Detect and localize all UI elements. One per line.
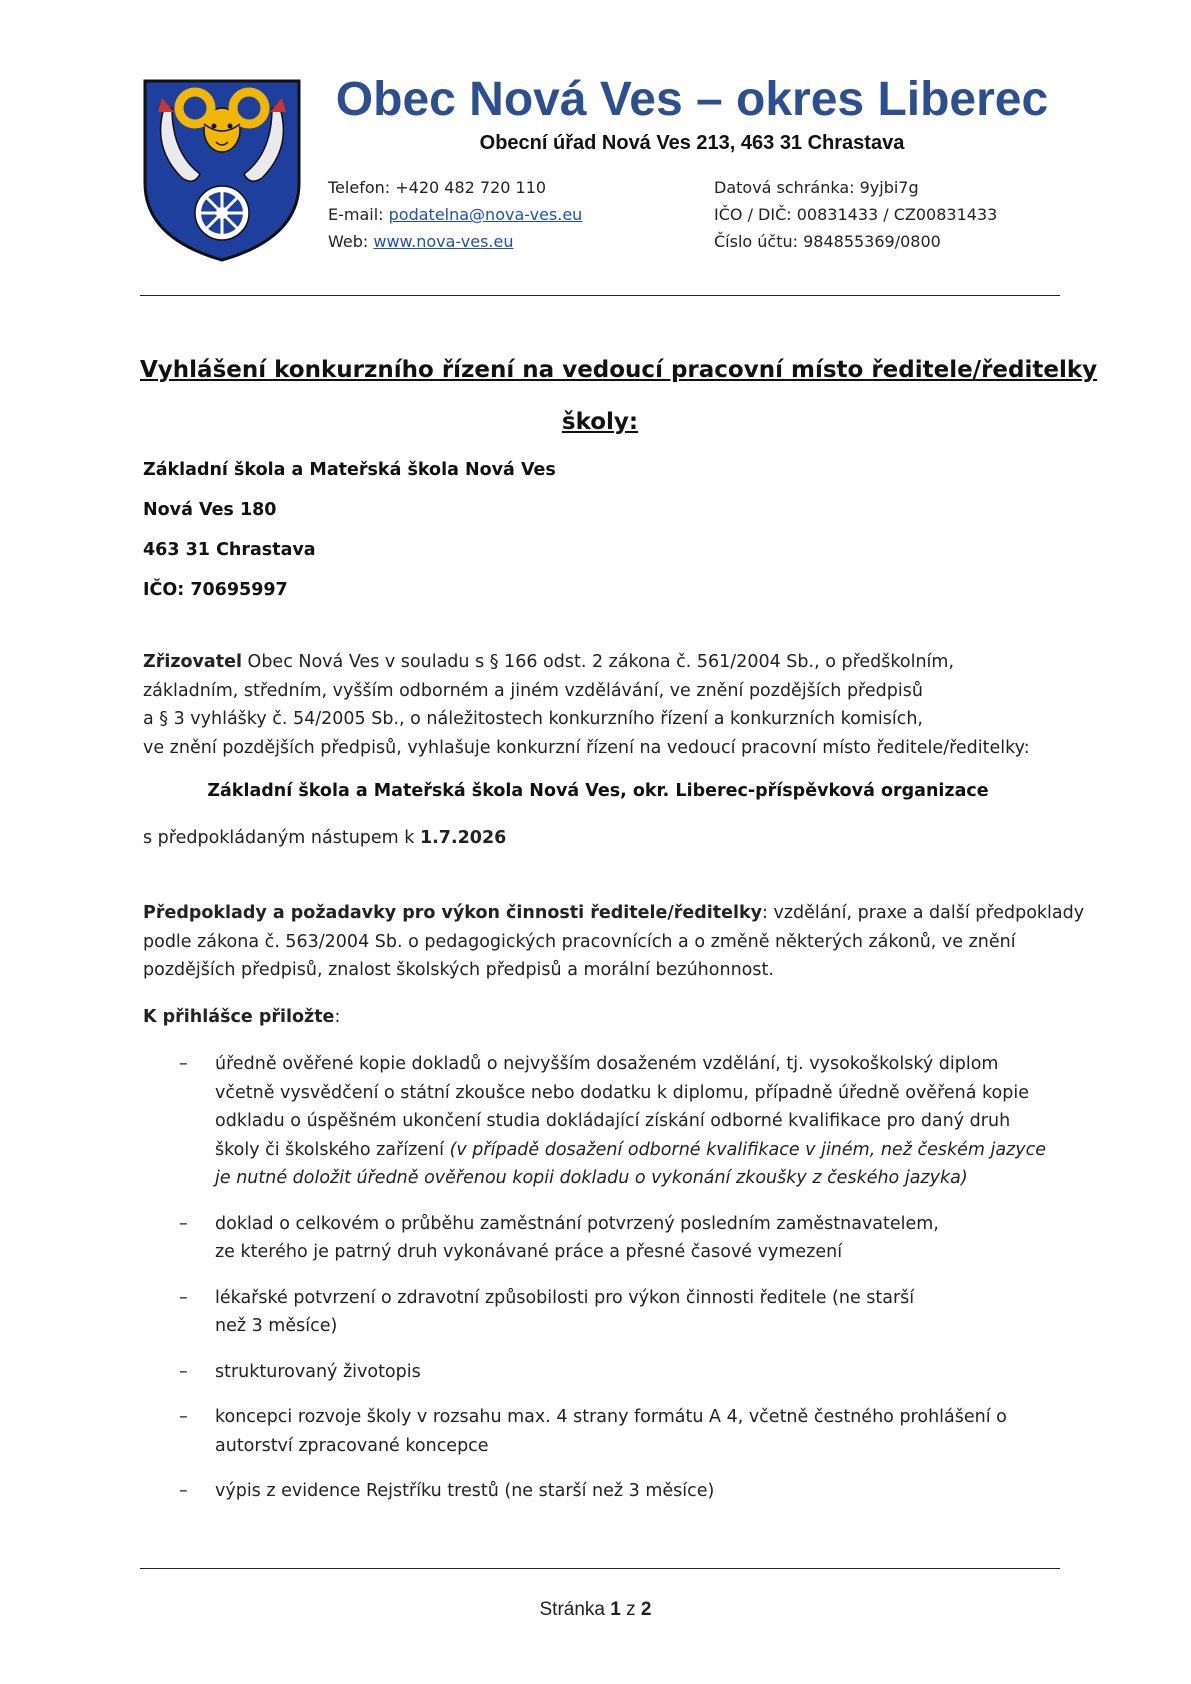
- school-name: Základní škola a Mateřská škola Nová Ves: [143, 460, 556, 480]
- school-ico: IČO: 70695997: [143, 580, 288, 600]
- document-title-line2: školy:: [561, 409, 639, 435]
- ico-dic: IČO / DIČ: 00831433 / CZ00831433: [714, 205, 998, 224]
- school-city: 463 31 Chrastava: [143, 540, 316, 560]
- email-label: E-mail:: [328, 205, 389, 224]
- web-link[interactable]: www.nova-ves.eu: [373, 232, 514, 251]
- school-address-block: [143, 456, 556, 616]
- page-number: Stránka 1 z 2: [539, 1599, 652, 1620]
- web-row: [328, 228, 582, 255]
- header-divider: [140, 295, 1060, 296]
- start-date: 1.7.2026: [419, 828, 507, 848]
- requirements-paragraph: Předpoklady a požadavky pro výkon činnosti ředitele/ředitelky: vzdělání, praxe a další předpoklady podle zákona č. 563/2004 Sb. o pedagogických pracovnících a o změně některých zákonů, ve znění pozdějších předpisů, znalost školských předpisů a morální bezúhonnost.: [143, 903, 1085, 980]
- list-item: – úředně ověřené kopie dokladů o nejvyšším dosaženém vzdělání, tj. vysokoškolský diplom včetně vysvědčení o státní zkoušce nebo dodatku k diplomu, případně úředně ověřená kopie odkladu o úspěšném ukončení studia dokládající získání odborné kvalifikace pro daný druh školy či školského zařízení (v případě dosažení odborné kvalifikace v jiném, než českém jazyce je nutné doložit úředně ověřenou kopii dokladu o vykonání zkoušky z českého jazyka): [179, 1054, 1046, 1188]
- footer-divider: [140, 1568, 1060, 1569]
- municipality-title: Obec Nová Ves – okres Liberec: [335, 73, 1049, 126]
- email-link[interactable]: podatelna@nova-ves.eu: [388, 205, 583, 224]
- start-date-line: s předpokládaným nástupem k 1.7.2026: [143, 828, 507, 848]
- list-item: – doklad o celkovém o průběhu zaměstnání potvrzený posledním zaměstnavatelem, ze kterého je patrný druh vykonávané práce a přesné časové vymezení: [179, 1213, 939, 1262]
- contact-right: [714, 174, 997, 255]
- phone: Telefon: +420 482 720 110: [328, 178, 547, 197]
- list-item: – výpis z evidence Rejstříku trestů (ne starší než 3 měsíce): [179, 1481, 715, 1501]
- attachments-list: [143, 1050, 1073, 1506]
- list-item: – strukturovaný životopis: [179, 1361, 421, 1382]
- web-label: Web:: [328, 232, 374, 251]
- databox: Datová schránka: 9yjbi7g: [714, 178, 919, 197]
- founder-paragraph: Zřizovatel Obec Nová Ves v souladu s § 166 odst. 2 zákona č. 561/2004 Sb., o předškolním, základním, středním, vyšším odborném a jiném vzdělávání, ve znění pozdějších předpisů a § 3 vyhlášky č. 54/2005 Sb., o náležitostech konkurzního řízení a konkurzních komisích, ve znění pozdějších předpisů, vyhlašuje konkurzní řízení na vedoucí pracovní místo ředitele/ředitelky:: [143, 652, 1030, 758]
- office-address: Obecní úřad Nová Ves 213, 463 31 Chrastava: [479, 132, 905, 154]
- bank-account: Číslo účtu: 984855369/0800: [714, 232, 941, 251]
- founder-lead: Zřizovatel: [143, 652, 242, 672]
- email-row: [328, 201, 582, 228]
- contact-left: [328, 174, 582, 255]
- school-street: Nová Ves 180: [143, 500, 277, 520]
- list-item: – lékařské potvrzení o zdravotní způsobilosti pro výkon činnosti ředitele (ne starší než 3 měsíce): [179, 1287, 915, 1336]
- document-title-line1: Vyhlášení konkurzního řízení na vedoucí pracovní místo ředitele/ředitelky: [140, 357, 1098, 383]
- list-item: – koncepci rozvoje školy v rozsahu max. 4 strany formátu A 4, včetně čestného prohlášení o autorství zpracované koncepce: [179, 1407, 1007, 1456]
- attachments-heading: K přihlášce přiložte:: [143, 1007, 341, 1027]
- municipal-crest-logo: [142, 78, 302, 263]
- requirements-lead: Předpoklady a požadavky pro výkon činnosti ředitele/ředitelky: [143, 903, 763, 923]
- organization-name: Základní škola a Mateřská škola Nová Ves, okr. Liberec-příspěvková organizace: [207, 781, 989, 801]
